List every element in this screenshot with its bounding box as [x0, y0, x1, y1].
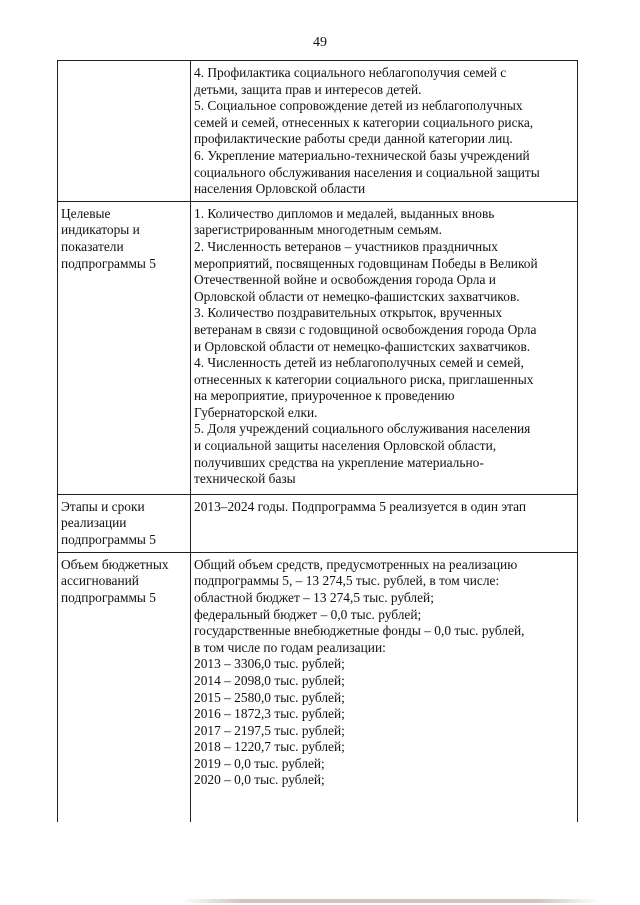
stages-label	[58, 494, 191, 552]
text-line: на мероприятие, приуроченное к проведению	[194, 388, 455, 404]
label-line: индикаторы и	[61, 222, 140, 238]
indicators-label	[58, 201, 191, 494]
text-line: 6. Укрепление материально-технической базы учреждений	[194, 147, 530, 163]
text-line: Отечественной войне и освобождения города Орла и	[194, 272, 496, 288]
text-line: Орловской области от немецко-фашистских захватчиков.	[194, 288, 520, 304]
text-line: ветеранам в связи с годовщиной освобождения города Орла	[194, 321, 537, 337]
table-row-stages	[58, 494, 578, 552]
scan-edge-shadow	[180, 899, 600, 903]
label-line: реализации	[61, 515, 127, 531]
indicators-content	[191, 201, 578, 494]
text-line: 2017 – 2197,5 тыс. рублей;	[194, 722, 345, 738]
table-row-tasks-continued	[58, 61, 578, 202]
text-line: 4. Численность детей из неблагополучных семей и семей,	[194, 355, 524, 371]
text-line: Общий объем средств, предусмотренных на реализацию	[194, 556, 518, 572]
text-line: 1. Количество дипломов и медалей, выданных вновь	[194, 205, 495, 221]
label-line: показатели	[61, 238, 124, 254]
text-line: населения Орловской области	[194, 181, 366, 197]
text-line: 5. Доля учреждений социального обслуживания населения	[194, 421, 531, 437]
table-row-indicators	[58, 201, 578, 494]
text-line: профилактические работы среди данной категории лиц.	[194, 131, 513, 147]
text-line: семей и семей, отнесенных к категории социального риска,	[194, 114, 534, 130]
text-line: и Орловской области от немецко-фашистских захватчиков.	[194, 338, 531, 354]
text-line: федеральный бюджет – 0,0 тыс. рублей;	[194, 606, 422, 622]
text-line: областной бюджет – 13 274,5 тыс. рублей;	[194, 589, 434, 605]
label-line: подпрограммы 5	[61, 531, 156, 547]
passport-table	[57, 60, 578, 822]
text-line: 5. Социальное сопровождение детей из неблагополучных	[194, 98, 523, 114]
text-line: подпрограммы 5, – 13 274,5 тыс. рублей, в том числе:	[194, 573, 500, 589]
label-line: Целевые	[61, 205, 111, 221]
tasks-content	[191, 61, 578, 202]
text-line: Губернаторской елки.	[194, 404, 318, 420]
text-line: мероприятий, посвященных годовщинам Победы в Великой	[194, 255, 538, 271]
text-line: получивших средства на укрепление материально-	[194, 454, 484, 470]
text-line: технической базы	[194, 471, 296, 487]
text-line: 2016 – 1872,3 тыс. рублей;	[194, 706, 345, 722]
text-line: 2013–2024 годы. Подпрограмма 5 реализуется в один этап	[194, 498, 527, 514]
text-line: 2019 – 0,0 тыс. рублей;	[194, 755, 325, 771]
label-line: подпрограммы 5	[61, 255, 156, 271]
page-number: 49	[313, 35, 327, 50]
text-line: 2013 – 3306,0 тыс. рублей;	[194, 656, 345, 672]
text-line: 3. Количество поздравительных открыток, врученных	[194, 305, 503, 321]
budget-content	[191, 552, 578, 822]
text-line: детьми, защита прав и интересов детей.	[194, 81, 422, 97]
text-line: отнесенных к категории социального риска, приглашенных	[194, 371, 534, 387]
text-line: 2015 – 2580,0 тыс. рублей;	[194, 689, 345, 705]
label-line: Объем бюджетных	[61, 556, 169, 572]
label-line: подпрограммы 5	[61, 589, 156, 605]
text-line: 4. Профилактика социального неблагополучия семей с	[194, 65, 507, 80]
text-line: и социальной защиты населения Орловской области,	[194, 438, 497, 454]
text-line: государственные внебюджетные фонды – 0,0 тыс. рублей,	[194, 623, 525, 639]
text-line: в том числе по годам реализации:	[194, 639, 386, 655]
text-line: 2020 – 0,0 тыс. рублей;	[194, 772, 325, 788]
text-line: 2. Численность ветеранов – участников праздничных	[194, 238, 498, 254]
budget-label	[58, 552, 191, 822]
text-line: 2018 – 1220,7 тыс. рублей;	[194, 739, 345, 755]
text-line: 2014 – 2098,0 тыс. рублей;	[194, 672, 345, 688]
row-label-empty	[58, 61, 191, 202]
label-line: ассигнований	[61, 573, 139, 589]
text-line: социального обслуживания населения и социальной защиты	[194, 164, 540, 180]
text-line: зарегистрированным многодетным семьям.	[194, 222, 442, 238]
stages-content	[191, 494, 578, 552]
label-line: Этапы и сроки	[61, 498, 145, 514]
table-row-budget	[58, 552, 578, 822]
